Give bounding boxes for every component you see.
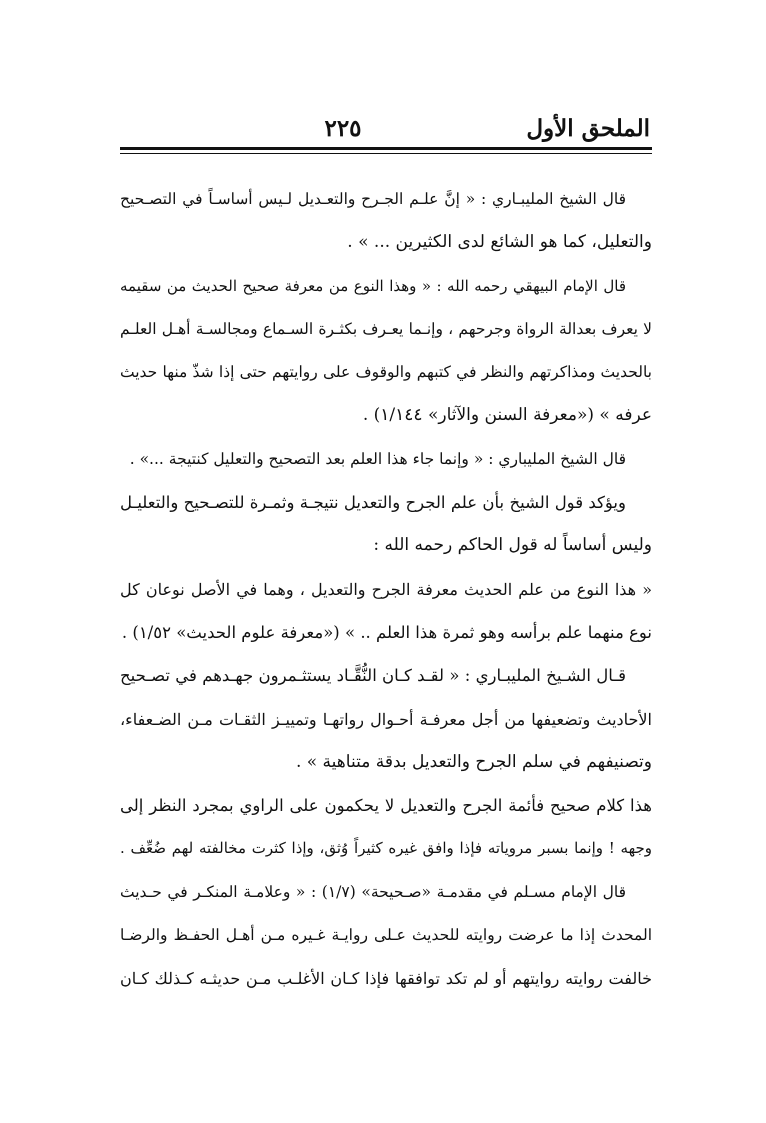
text-line: والتعليل، كما هو الشائع لدى الكثيرين ... » . [347,232,652,253]
text-line: قال الإمام البيهقي رحمه الله : « وهذا النوع من معرفة صحيح الحديث من سقيمه [120,276,626,295]
text-line: نوع منهما علم برأسه وهو ثمرة هذا العلم .. » («معرفة علوم الحديث» ١/٥٢) . [121,622,652,642]
text-line: هذا كلام صحيح فأئمة الجرح والتعديل لا يحكمون على الراوي بمجرد النظر إلى [120,796,652,816]
text-line: وليس أساساً له قول الحاكم رحمه الله : [373,535,652,556]
text-line: ويؤكد قول الشيخ بأن علم الجرح والتعديل نتيجـة وثمـرة للتصـحيح والتعليـل [120,493,626,513]
text-line: وجهه ! وإنما بسبر مروياته فإذا وافق غيره كثيراً وُثق، وإذا كثرت مخالفته لهم ضُعِّف . [120,839,652,858]
text-line: لا يعرف بعدالة الرواة وجرحهم ، وإنـما يعـرف بكثـرة السـماع ومجالسـة أهـل العلـم [120,319,652,338]
page-number: ٢٢٥ [324,115,362,142]
text-line: وتصنيفهم في سلم الجرح والتعديل بدقة متناهية » . [295,751,652,772]
header-rule-thin [120,153,652,154]
text-line: قـال الشـيخ المليبـاري : « لقـد كـان النُّقَّـاد يستثـمرون جهـدهم في تصـحيح [120,666,626,686]
running-title: الملحق الأول [526,115,650,142]
text-line: عرفه » («معرفة السنن والآثار» ١/١٤٤) . [362,405,652,426]
text-line: المحدث إذا ما عرضت روايته للحديث عـلى روايـة غـيره مـن أهـل الحفـظ والرضـا [120,926,652,945]
text-line: قال الشيخ المليباري : « وإنما جاء هذا العلم بعد التصحيح والتعليل كنتيجة ...» . [129,449,626,468]
header-rule-thick [120,147,652,150]
text-line: الأحاديث وتضعيفها من أجل معرفـة أحـوال رواتهـا وتمييـز الثقـات مـن الضـعفاء، [120,709,652,729]
body-text [120,178,652,1001]
text-line: بالحديث ومذاكرتهم والنظر في كتبهم والوقوف على روايتهم حتى إذا شذّ منها حديث [120,363,652,382]
text-line: قال الإمام مسـلم في مقدمـة «صـحيحة» (١/٧) : « وعلامـة المنكـر في حـديث [120,882,626,901]
text-line: قال الشيخ المليبـاري : « إنَّ علـم الجـرح والتعـديل لـيس أساسـاً في التصـحيح [120,190,626,208]
text-line: « هذا النوع من علم الحديث معرفة الجرح والتعديل ، وهما في الأصل نوعان كل [120,579,652,599]
page-header [120,112,650,148]
text-line: خالفت روايته روايتهم أو لم تكد توافقها فإذا كـان الأغلـب مـن حديثـه كـذلك كـان [120,969,652,989]
